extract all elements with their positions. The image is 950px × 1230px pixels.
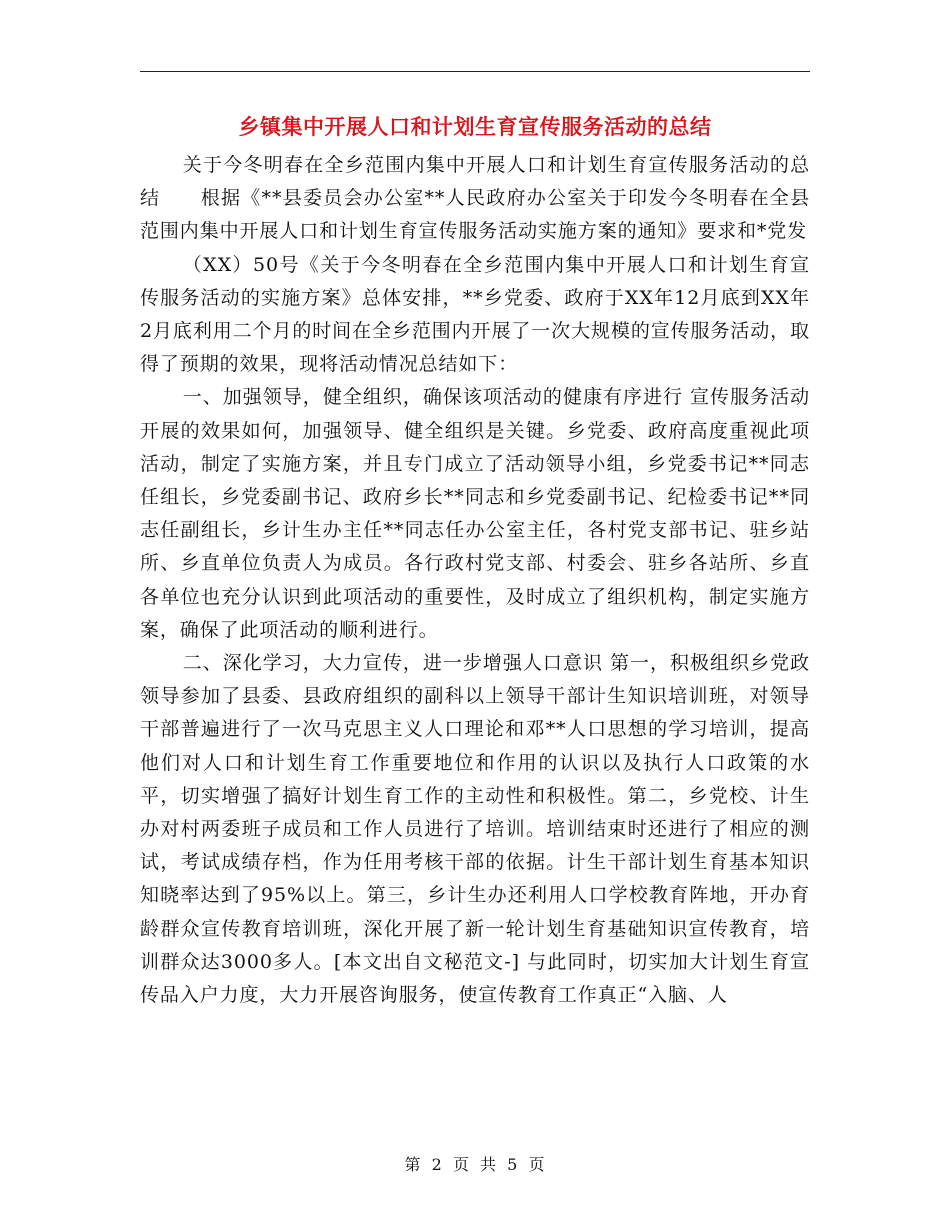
footer-total-unit: 页 (528, 1155, 546, 1174)
paragraph-section-one: 一、加强领导，健全组织，确保该项活动的健康有序进行 宣传服务活动开展的效果如何，加强领导、健全组织是关键。乡党委、政府高度重视此项活动，制定了实施方案，并且专门成立了活动领导小组，乡党委书记**同志任组长，乡党委副书记、政府乡长**同志和乡党委副书记、纪检委书记**同志任副组长，乡计生办主任**同志任办公室主任，各村党支部书记、驻乡站所、乡直单位负责人为成员。各行政村党支部、村委会、驻乡各站所、乡直各单位也充分认识到此项活动的重要性，及时成立了组织机构，制定实施方案，确保了此项活动的顺利进行。 (140, 386, 810, 641)
paragraph-background: （XX）50号《关于今冬明春在全乡范围内集中开展人口和计划生育宣传服务活动的实施方案》总体安排，**乡党委、政府于XX年12月底到XX年2月底利用二个月的时间在全乡范围内开展了一次大规模的宣传服务活动，取得了预期的效果，现将活动情况总结如下： (140, 253, 810, 376)
header-rule (140, 71, 810, 72)
document-title: 乡镇集中开展人口和计划生育宣传服务活动的总结 (238, 114, 712, 139)
footer-page-number: 2 (431, 1155, 443, 1174)
paragraph-intro: 关于今冬明春在全乡范围内集中开展人口和计划生育宣传服务活动的总结 根据《**县委员会办公室**人民政府办公室关于印发今冬明春在全县范围内集中开展人口和计划生育宣传服务活动实施方案的通知》要求和*党发 (140, 154, 810, 243)
footer-total-label: 共 (480, 1155, 498, 1174)
footer-page-label: 第 (404, 1155, 422, 1174)
footer-page-unit: 页 (452, 1155, 470, 1174)
document-body (140, 149, 810, 1012)
page-footer (0, 1152, 950, 1175)
footer-total-pages: 5 (507, 1155, 519, 1174)
paragraph-section-two: 二、深化学习，大力宣传，进一步增强人口意识 第一，积极组织乡党政领导参加了县委、县政府组织的副科以上领导干部计生知识培训班，对领导干部普遍进行了一次马克思主义人口理论和邓**人口思想的学习培训，提高他们对人口和计划生育工作重要地位和作用的认识以及执行人口政策的水平，切实增强了搞好计划生育工作的主动性和积极性。第二，乡党校、计生办对村两委班子成员和工作人员进行了培训。培训结束时还进行了相应的测试，考试成绩存档，作为任用考核干部的依据。计生干部计划生育基本知识知晓率达到了95%以上。第三，乡计生办还利用人口学校教育阵地，开办育龄群众宣传教育培训班，深化开展了新一轮计划生育基础知识宣传教育，培训群众达3000多人。[本文出自文秘范文-] 与此同时，切实加大计划生育宣传品入户力度，大力开展咨询服务，使宣传教育工作真正“入脑、人 (140, 652, 810, 1007)
